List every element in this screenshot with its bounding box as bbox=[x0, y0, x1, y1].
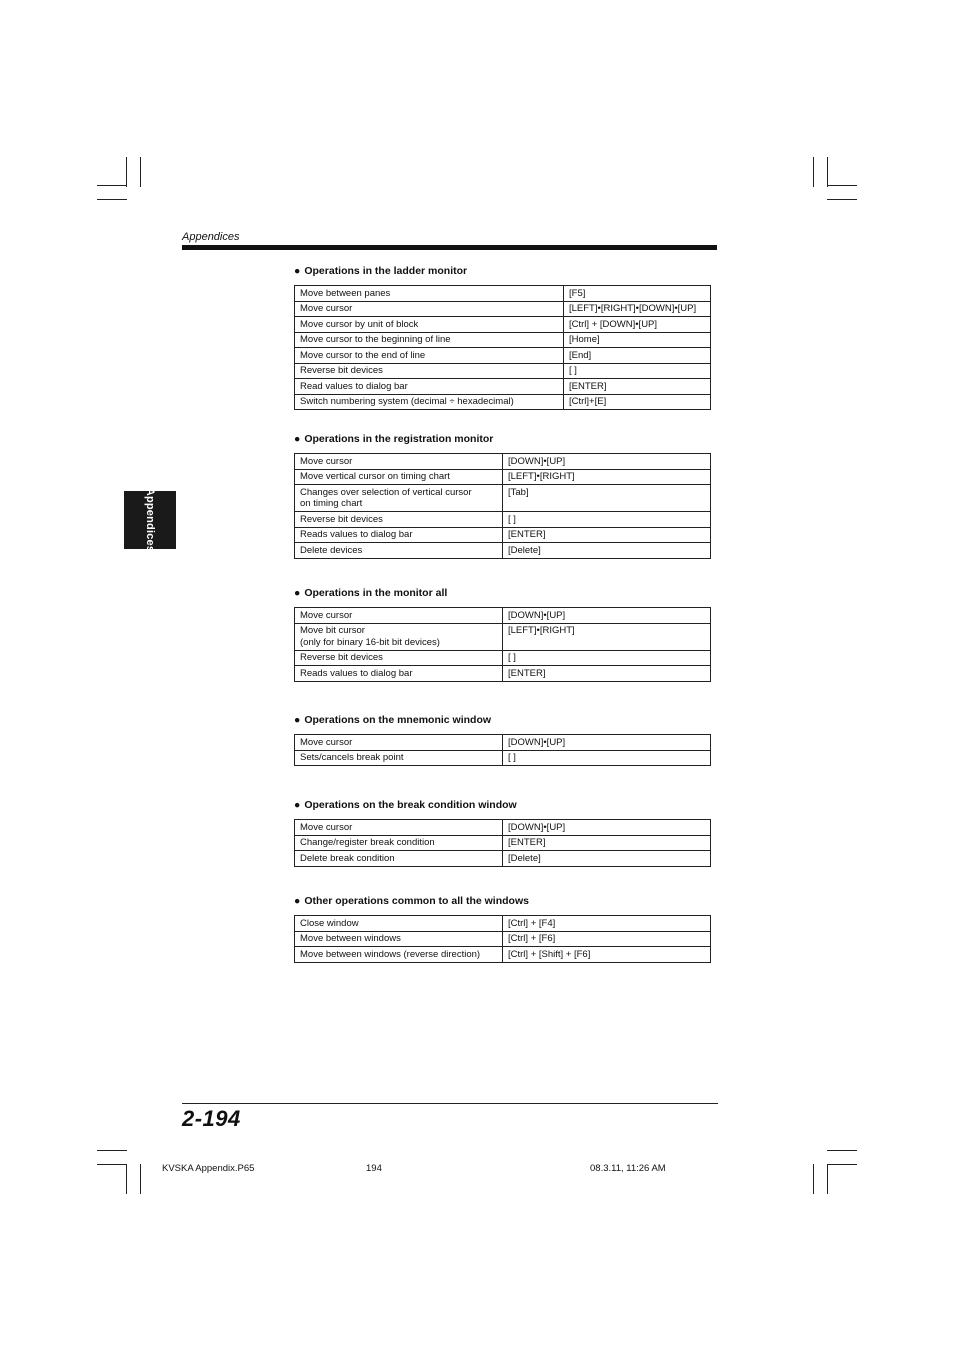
key-cell: [ ] bbox=[503, 650, 711, 666]
operation-cell: Switch numbering system (decimal ÷ hexadecimal) bbox=[295, 394, 564, 410]
operation-cell: Close window bbox=[295, 916, 503, 932]
section-monitor-all bbox=[294, 587, 711, 682]
operation-cell: Move cursor by unit of block bbox=[295, 317, 564, 333]
table-row bbox=[295, 527, 711, 543]
operation-cell: Reverse bit devices bbox=[295, 363, 564, 379]
section-break-condition-window bbox=[294, 799, 711, 867]
section-title bbox=[294, 587, 711, 600]
key-cell: [Ctrl] + [F4] bbox=[503, 916, 711, 932]
key-cell: [Ctrl] + [Shift] + [F6] bbox=[503, 947, 711, 963]
table-row bbox=[295, 835, 711, 851]
table-row bbox=[295, 650, 711, 666]
operations-table bbox=[294, 607, 711, 682]
crop-mark bbox=[97, 185, 127, 186]
key-cell: [Ctrl] + [DOWN]•[UP] bbox=[564, 317, 711, 333]
operation-cell: Move vertical cursor on timing chart bbox=[295, 469, 503, 485]
table-row bbox=[295, 485, 711, 512]
operation-cell: Sets/cancels break point bbox=[295, 750, 503, 766]
table-row bbox=[295, 512, 711, 528]
section-title-text: Operations in the registration monitor bbox=[304, 433, 494, 445]
table-row bbox=[295, 735, 711, 751]
section-title bbox=[294, 799, 711, 812]
header-rule bbox=[182, 245, 717, 250]
operation-cell: Move between windows bbox=[295, 931, 503, 947]
bullet-icon: ● bbox=[294, 714, 301, 726]
key-cell: [Home] bbox=[564, 332, 711, 348]
key-cell: [Ctrl] + [F6] bbox=[503, 931, 711, 947]
table-row bbox=[295, 317, 711, 333]
key-cell: [LEFT]•[RIGHT] bbox=[503, 469, 711, 485]
table-row bbox=[295, 379, 711, 395]
operations-table bbox=[294, 285, 711, 410]
operation-cell: Move cursor to the beginning of line bbox=[295, 332, 564, 348]
table-row bbox=[295, 851, 711, 867]
operation-cell: Change/register break condition bbox=[295, 835, 503, 851]
key-cell: [DOWN]•[UP] bbox=[503, 454, 711, 470]
crop-mark bbox=[140, 157, 141, 187]
key-cell: [ENTER] bbox=[503, 527, 711, 543]
table-row bbox=[295, 623, 711, 650]
crop-mark bbox=[827, 1164, 857, 1165]
key-cell: [ENTER] bbox=[564, 379, 711, 395]
section-ladder-monitor bbox=[294, 265, 711, 410]
table-row bbox=[295, 543, 711, 559]
key-cell: [Delete] bbox=[503, 851, 711, 867]
crop-mark bbox=[126, 1164, 127, 1194]
key-cell: [LEFT]•[RIGHT]•[DOWN]•[UP] bbox=[564, 301, 711, 317]
table-row bbox=[295, 286, 711, 302]
table-row bbox=[295, 947, 711, 963]
bullet-icon: ● bbox=[294, 433, 301, 445]
operation-cell: Move cursor to the end of line bbox=[295, 348, 564, 364]
crop-mark bbox=[97, 1150, 127, 1151]
crop-mark bbox=[813, 157, 814, 187]
operation-cell: Move cursor bbox=[295, 820, 503, 836]
section-title bbox=[294, 433, 711, 446]
side-tab-label: Appendices bbox=[144, 487, 157, 553]
table-row bbox=[295, 394, 711, 410]
key-cell: [DOWN]•[UP] bbox=[503, 735, 711, 751]
crop-mark bbox=[126, 157, 127, 187]
section-title-text: Operations in the ladder monitor bbox=[304, 265, 468, 277]
operation-cell: Reads values to dialog bar bbox=[295, 666, 503, 682]
operation-cell: Delete devices bbox=[295, 543, 503, 559]
footer-date: 08.3.11, 11:26 AM bbox=[590, 1163, 666, 1174]
section-title-text: Operations in the monitor all bbox=[304, 587, 448, 599]
operation-cell: Read values to dialog bar bbox=[295, 379, 564, 395]
key-cell: [ ] bbox=[564, 363, 711, 379]
crop-mark bbox=[827, 1150, 857, 1151]
key-cell: [ENTER] bbox=[503, 666, 711, 682]
key-cell: [Delete] bbox=[503, 543, 711, 559]
footer-page: 194 bbox=[366, 1163, 382, 1174]
crop-mark bbox=[97, 199, 127, 200]
operation-cell: Changes over selection of vertical cursor on timing chart bbox=[295, 485, 503, 512]
side-tab bbox=[124, 487, 176, 553]
table-row bbox=[295, 750, 711, 766]
operations-table bbox=[294, 819, 711, 867]
key-cell: [ ] bbox=[503, 750, 711, 766]
bullet-icon: ● bbox=[294, 895, 301, 907]
table-row bbox=[295, 363, 711, 379]
operation-cell: Reverse bit devices bbox=[295, 650, 503, 666]
crop-mark bbox=[140, 1164, 141, 1194]
key-cell: [End] bbox=[564, 348, 711, 364]
table-row bbox=[295, 454, 711, 470]
key-cell: [DOWN]•[UP] bbox=[503, 608, 711, 624]
table-row bbox=[295, 666, 711, 682]
crop-mark bbox=[827, 185, 857, 186]
crop-mark bbox=[813, 1164, 814, 1194]
crop-mark bbox=[97, 1164, 127, 1165]
table-row bbox=[295, 916, 711, 932]
operation-cell: Reverse bit devices bbox=[295, 512, 503, 528]
crop-mark bbox=[827, 199, 857, 200]
operation-cell: Move cursor bbox=[295, 735, 503, 751]
bullet-icon: ● bbox=[294, 587, 301, 599]
section-mnemonic-window bbox=[294, 714, 711, 766]
section-title-text: Operations on the break condition window bbox=[304, 799, 517, 811]
table-row bbox=[295, 301, 711, 317]
operation-cell: Move between windows (reverse direction) bbox=[295, 947, 503, 963]
page-number: 2-194 bbox=[182, 1106, 241, 1131]
operations-table bbox=[294, 915, 711, 963]
crop-mark bbox=[827, 1164, 828, 1194]
operation-cell: Move between panes bbox=[295, 286, 564, 302]
section-registration-monitor bbox=[294, 433, 711, 559]
crop-mark bbox=[827, 157, 828, 187]
running-header: Appendices bbox=[182, 231, 240, 243]
operation-cell: Move cursor bbox=[295, 454, 503, 470]
table-row bbox=[295, 608, 711, 624]
key-cell: [Tab] bbox=[503, 485, 711, 512]
bullet-icon: ● bbox=[294, 799, 301, 811]
key-cell: [DOWN]•[UP] bbox=[503, 820, 711, 836]
table-row bbox=[295, 469, 711, 485]
section-common-operations bbox=[294, 895, 711, 963]
section-title bbox=[294, 895, 711, 908]
section-title bbox=[294, 714, 711, 727]
section-title-text: Other operations common to all the windows bbox=[304, 895, 529, 907]
key-cell: [F5] bbox=[564, 286, 711, 302]
footer-file-name: KVSKA Appendix.P65 bbox=[162, 1163, 255, 1174]
operations-table bbox=[294, 453, 711, 559]
bullet-icon: ● bbox=[294, 265, 301, 277]
key-cell: [ENTER] bbox=[503, 835, 711, 851]
footer-rule bbox=[182, 1103, 718, 1104]
table-row bbox=[295, 820, 711, 836]
table-row bbox=[295, 348, 711, 364]
key-cell: [ ] bbox=[503, 512, 711, 528]
operation-cell: Move cursor bbox=[295, 301, 564, 317]
key-cell: [Ctrl]+[E] bbox=[564, 394, 711, 410]
table-row bbox=[295, 332, 711, 348]
operations-table bbox=[294, 734, 711, 766]
key-cell: [LEFT]•[RIGHT] bbox=[503, 623, 711, 650]
operation-cell: Move bit cursor (only for binary 16-bit bit devices) bbox=[295, 623, 503, 650]
operation-cell: Reads values to dialog bar bbox=[295, 527, 503, 543]
operation-cell: Delete break condition bbox=[295, 851, 503, 867]
table-row bbox=[295, 931, 711, 947]
operation-cell: Move cursor bbox=[295, 608, 503, 624]
section-title bbox=[294, 265, 711, 278]
section-title-text: Operations on the mnemonic window bbox=[304, 714, 492, 726]
